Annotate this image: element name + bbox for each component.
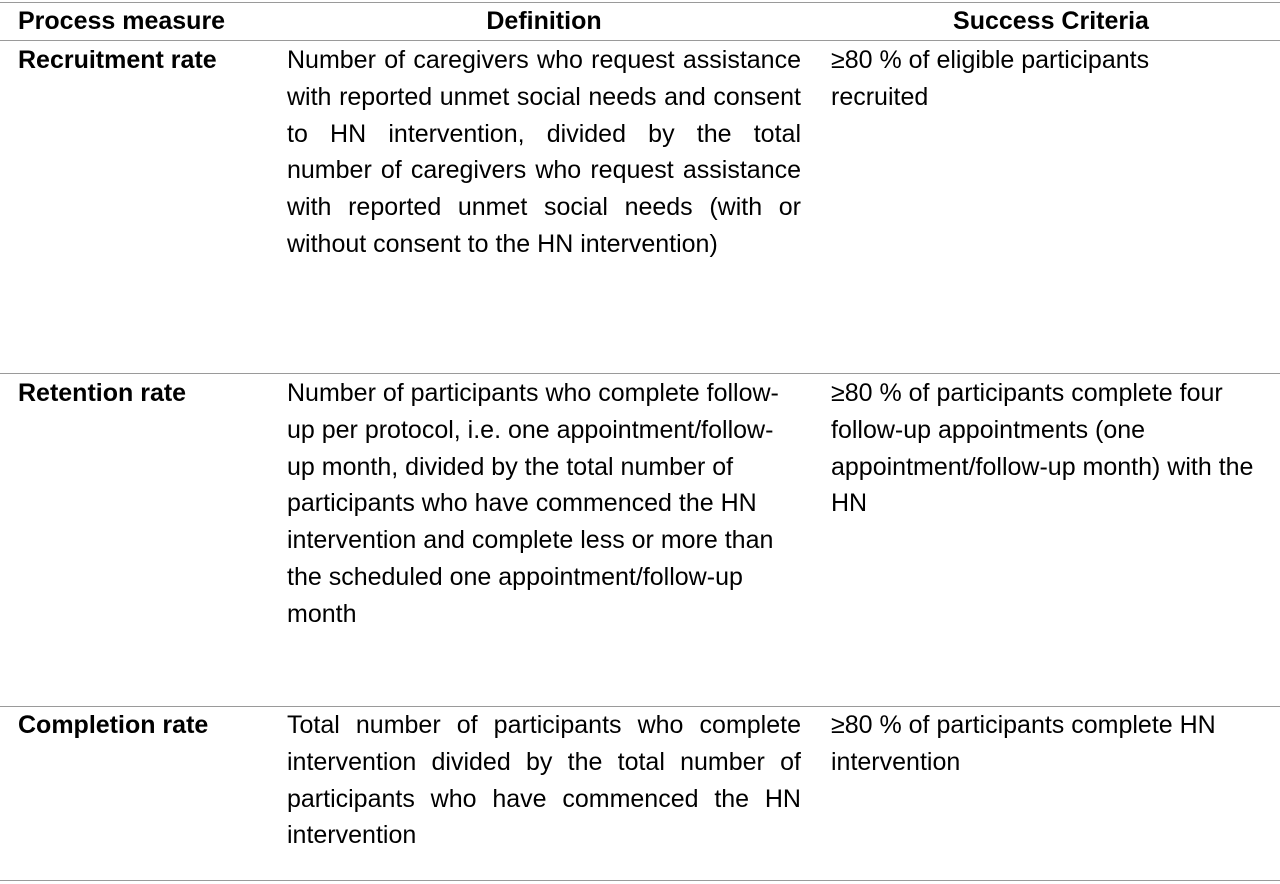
row-retention-measure: Retention rate xyxy=(18,379,187,407)
row-divider-1 xyxy=(0,373,1280,374)
row-completion-definition: Total number of participants who complete intervention divided by the total number of participants who have commenced the HN intervention xyxy=(287,711,801,850)
row-completion-measure: Completion rate xyxy=(18,711,209,739)
table-bottom-rule xyxy=(0,880,1280,881)
header-bottom-rule xyxy=(0,40,1280,41)
row-retention-criteria: ≥80 % of participants complete four follow-up appointments (one appointment/follow-up month) with the HN xyxy=(831,379,1254,518)
row-retention-definition: Number of participants who complete follow-up per protocol, i.e. one appointment/follow-up month, divided by the total number of participants who have commenced the HN intervention and complete less or more than the scheduled one appointment/follow-up month xyxy=(287,379,779,628)
header-success-criteria: Success Criteria xyxy=(953,7,1149,35)
header-definition: Definition xyxy=(486,7,602,35)
header-process-measure: Process measure xyxy=(18,7,226,35)
row-recruitment-criteria: ≥80 % of eligible participants recruited xyxy=(831,46,1150,111)
row-recruitment-measure: Recruitment rate xyxy=(18,46,217,74)
row-recruitment-definition: Number of caregivers who request assistance with reported unmet social needs and consent to HN intervention, divided by the total number of caregivers who request assistance with reported unmet social needs (with or without consent to the HN intervention) xyxy=(287,46,801,258)
row-completion-criteria: ≥80 % of participants complete HN intervention xyxy=(831,711,1216,776)
